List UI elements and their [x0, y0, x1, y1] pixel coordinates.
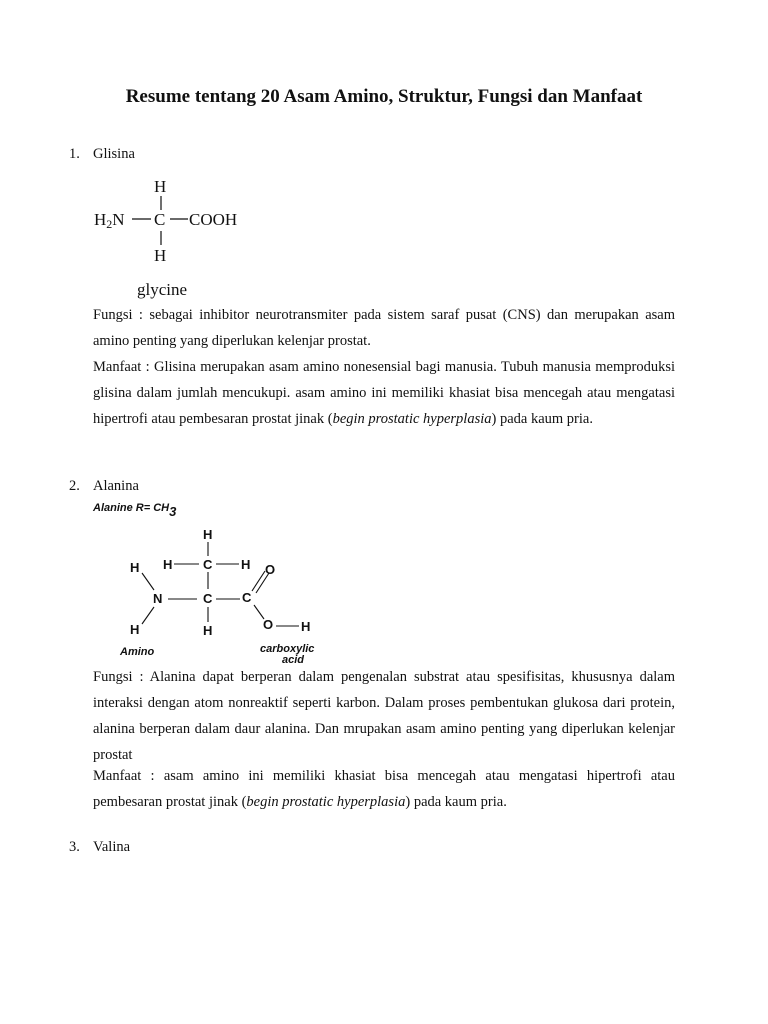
alanine-label-acid-2: acid: [282, 654, 305, 666]
glycine-atom-top-h: H: [154, 177, 167, 196]
glycine-atom-right: COOH: [189, 210, 238, 229]
alanine-atom-c1: C: [203, 557, 213, 572]
item-2-manfaat-italic: begin prostatic hyperplasia: [246, 794, 406, 810]
item-3-name: Valina: [93, 839, 131, 855]
alanine-structure: [90, 496, 350, 672]
item-1-manfaat-label: Manfaat :: [93, 359, 150, 375]
item-2-manfaat-label: Manfaat :: [93, 768, 155, 784]
alanine-label-acid-1: carboxylic: [260, 643, 315, 655]
item-2-manfaat-text-end: ) pada kaum pria.: [405, 794, 507, 810]
alanine-heading: Alanine R= CH3: [93, 502, 177, 519]
item-1-manfaat-text: Glisina merupakan asam amino nonesensial bagi manusia. Tubuh manusia memproduksi glisina dalam jumlah mencukupi. asam amino ini memiliki khasiat bisa mencegah atau mengatasi hipertrofi atau pembesaran prostat jinak (: [93, 359, 675, 427]
alanine-atom-h-left-top: H: [130, 560, 140, 575]
item-3-number: 3.: [69, 839, 80, 855]
item-2-name: Alanina: [93, 478, 139, 494]
item-1-fungsi-label: Fungsi :: [93, 307, 143, 323]
item-1-fungsi: [93, 302, 675, 354]
alanine-label-amino: Amino: [120, 646, 155, 658]
page-title: Resume tentang 20 Asam Amino, Struktur, Fungsi dan Manfaat: [125, 86, 643, 107]
item-2-fungsi-label: Fungsi :: [93, 669, 144, 685]
alanine-atom-n: N: [153, 591, 163, 606]
alanine-atom-h-top: H: [203, 527, 213, 542]
item-1-manfaat-italic: begin prostatic hyperplasia: [332, 411, 492, 427]
item-1-fungsi-text: sebagai inhibitor neurotransmiter pada sistem saraf pusat (CNS) dan merupakan asam amino penting yang diperlukan kelenjar prostat.: [93, 307, 676, 349]
alanine-atom-h-bottom: H: [203, 623, 213, 638]
alanine-atom-c3: C: [242, 590, 252, 605]
alanine-atom-o-double: O: [265, 562, 276, 577]
glycine-structure: [90, 172, 270, 302]
item-2-manfaat-text: asam amino ini memiliki khasiat bisa mencegah atau mengatasi hipertrofi atau pembesaran prostat jinak (: [93, 768, 675, 810]
alanine-atom-h-acid: H: [301, 619, 311, 634]
alanine-atom-h-c1-right: H: [241, 557, 251, 572]
alanine-atom-h-c1-left: H: [163, 557, 173, 572]
item-1-name: Glisina: [93, 146, 135, 162]
item-2-fungsi-text: Alanina dapat berperan dalam pengenalan substrat atau spesifisitas, khususnya dalam interaksi dengan atom nonreaktif seperti karbon. Dalam proses pembentukan glukosa dari protein, alanina berperan dalam daur alanina. Dan mrupakan asam amino penting yang diperlukan kelenjar prostat: [93, 669, 675, 763]
glycine-atom-center: C: [154, 210, 166, 229]
item-1-manfaat-text-end: ) pada kaum pria.: [491, 411, 593, 427]
item-1-number: 1.: [69, 146, 80, 162]
alanine-atom-c2: C: [203, 591, 213, 606]
glycine-atom-left: H2N: [94, 210, 125, 231]
item-2-number: 2.: [69, 478, 80, 494]
glycine-atom-bottom-h: H: [154, 246, 167, 265]
item-1-manfaat: [93, 354, 675, 432]
glycine-caption: glycine: [137, 280, 188, 299]
alanine-atom-o-single: O: [263, 617, 274, 632]
item-2-manfaat: [93, 763, 675, 815]
item-2-fungsi: [93, 664, 675, 768]
alanine-atom-h-left-bottom: H: [130, 622, 140, 637]
